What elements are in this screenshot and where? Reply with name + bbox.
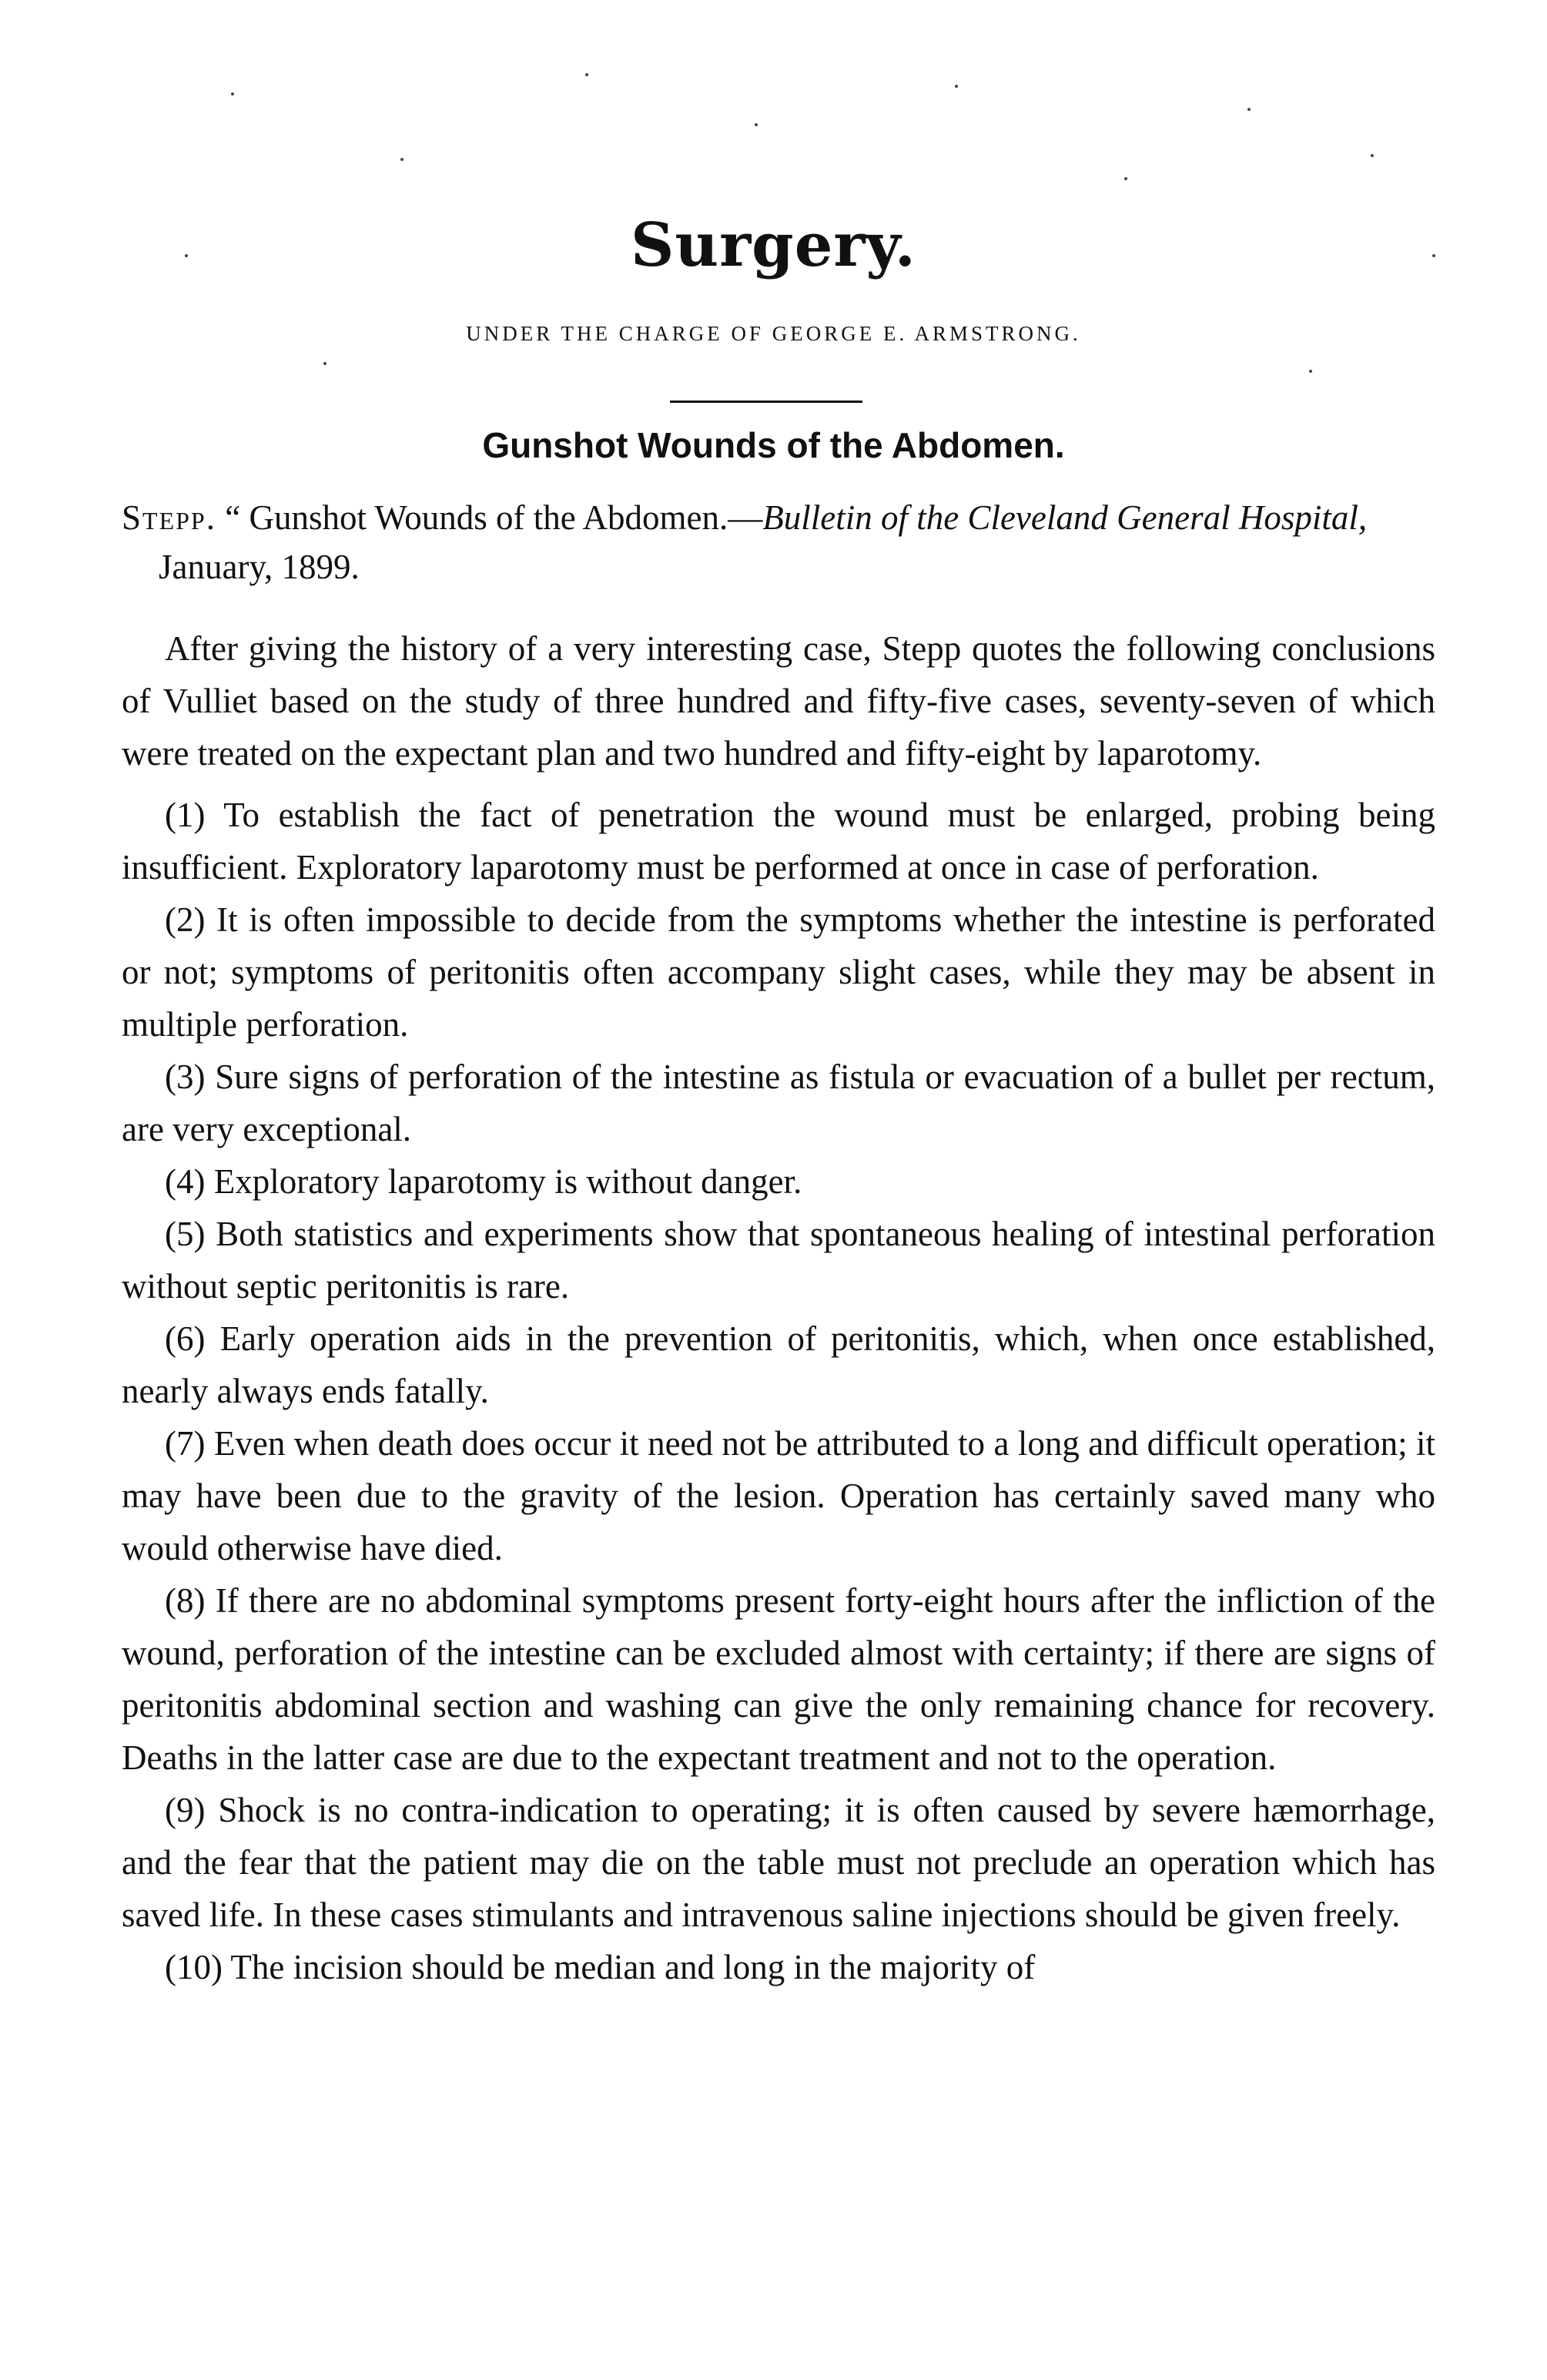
article-citation xyxy=(122,493,1472,592)
conclusion-3: (3) Sure signs of perforation of the intestine as fistula or evacuation of a bullet per rectum, are very exceptional. xyxy=(122,1058,1435,1148)
article-body xyxy=(122,622,1435,1993)
conclusion-10: (10) The incision should be median and long in the majority of xyxy=(165,1948,1036,1986)
conclusion-6: (6) Early operation aids in the prevention of peritonitis, which, when once established, nearly always ends fatally. xyxy=(122,1319,1435,1410)
editor-charge-line: UNDER THE CHARGE OF GEORGE E. ARMSTRONG. xyxy=(466,322,1081,345)
conclusion-9: (9) Shock is no contra-indication to operating; it is often caused by severe hæmorrhage, and the fear that the patient may die on the table must not preclude an operation which has saved life. In these cases stimulants and intravenous saline injections should be given freely. xyxy=(122,1791,1435,1934)
citation-journal: Bulletin of the Cleveland General Hospital, xyxy=(762,498,1368,537)
conclusion-4: (4) Exploratory laparotomy is without danger. xyxy=(165,1162,802,1201)
title-divider xyxy=(670,401,862,403)
section-title: Surgery. xyxy=(631,210,916,280)
conclusion-5: (5) Both statistics and experiments show that spontaneous healing of intestinal perforation without septic peritonitis is rare. xyxy=(122,1215,1435,1306)
conclusion-8: (8) If there are no abdominal symptoms present forty-eight hours after the infliction of the wound, perforation of the intestine can be excluded almost with certainty; if there are signs of peritonitis abdominal section and washing can give the only remaining chance for recovery. Deaths in the latter case are due to the expectant treatment and not to the operation. xyxy=(122,1581,1435,1777)
article-title: Gunshot Wounds of the Abdomen. xyxy=(482,425,1065,465)
conclusion-7: (7) Even when death does occur it need not be attributed to a long and difficult operation; it may have been due to the gravity of the lesion. Operation has certainly saved many who would otherwise have died. xyxy=(122,1424,1435,1567)
conclusion-2: (2) It is often impossible to decide from the symptoms whether the intestine is perforated or not; symptoms of peritonitis often accompany slight cases, while they may be absent in multiple perforation. xyxy=(122,900,1435,1044)
citation-date: January, 1899. xyxy=(159,548,360,586)
citation-title: “ Gunshot Wounds of the Abdomen.— xyxy=(225,498,763,537)
conclusion-1: (1) To establish the fact of penetration the wound must be enlarged, probing being insufficient. Exploratory laparotomy must be performed at once in case of perforation. xyxy=(122,796,1435,887)
intro-paragraph: After giving the history of a very interesting case, Stepp quotes the following conclusions of Vulliet based on the study of three hundred and fifty-five cases, seventy-seven of which were treated on the expectant plan and two hundred and fifty-eight by laparotomy. xyxy=(122,629,1435,773)
citation-author: Stepp. xyxy=(122,498,216,537)
